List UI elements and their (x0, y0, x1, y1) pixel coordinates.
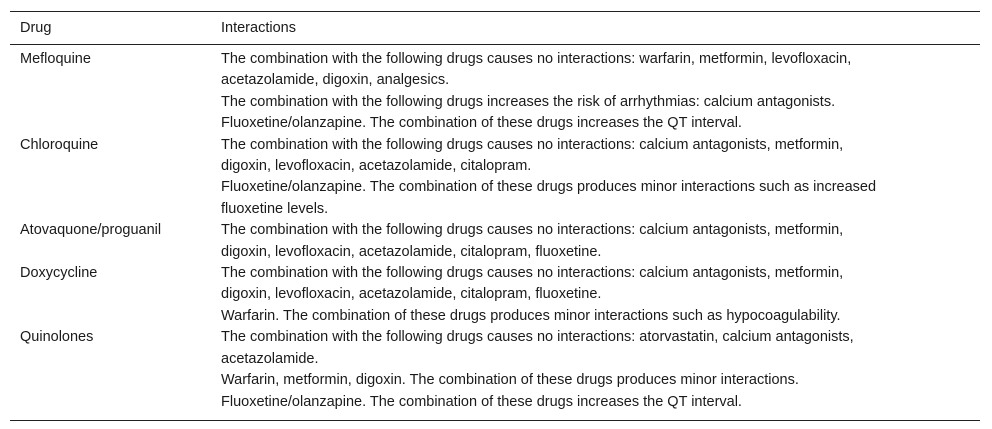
interactions-cell (211, 220, 980, 263)
interactions-cell (211, 327, 980, 420)
interaction-line: Fluoxetine/olanzapine. The combination of these drugs increases the QT interval. (221, 393, 742, 410)
interaction-line: The combination with the following drugs causes no interactions: warfarin, metformin, levofloxacin, (221, 51, 852, 67)
drug-interactions-table (10, 11, 980, 421)
interaction-line: digoxin, levofloxacin, acetazolamide, citalopram, fluoxetine. (221, 286, 602, 303)
table-row (10, 45, 980, 135)
column-header-interactions: Interactions (221, 20, 296, 36)
drug-cell: Quinolones (20, 329, 94, 346)
table-row (10, 327, 980, 420)
interaction-line: acetazolamide. (221, 350, 319, 367)
table-row (10, 263, 980, 327)
drug-cell: Atovaquone/proguanil (20, 222, 162, 239)
column-header-drug: Drug (20, 20, 52, 36)
table-body (10, 45, 980, 421)
interaction-line: acetazolamide, digoxin, analgesics. (221, 72, 450, 89)
interactions-cell (211, 135, 980, 221)
drug-interactions-table-container (10, 11, 980, 421)
interaction-line: Fluoxetine/olanzapine. The combination of these drugs produces minor interactions such as increased (221, 179, 877, 196)
table-row (10, 135, 980, 221)
interaction-line: Fluoxetine/olanzapine. The combination of these drugs increases the QT interval. (221, 115, 742, 132)
interaction-line: The combination with the following drugs causes no interactions: calcium antagonists, metformin, (221, 222, 844, 239)
interaction-line: The combination with the following drugs causes no interactions: calcium antagonists, metformin, (221, 136, 844, 153)
interaction-line: The combination with the following drugs causes no interactions: atorvastatin, calcium antagonists, (221, 329, 854, 346)
interaction-line: The combination with the following drugs increases the risk of arrhythmias: calcium antagonists. (221, 93, 836, 110)
interactions-cell (211, 263, 980, 327)
interaction-line: digoxin, levofloxacin, acetazolamide, citalopram, fluoxetine. (221, 243, 602, 260)
interaction-line: digoxin, levofloxacin, acetazolamide, citalopram. (221, 158, 532, 175)
interaction-line: The combination with the following drugs causes no interactions: calcium antagonists, metformin, (221, 265, 844, 282)
table-header (10, 12, 980, 45)
interaction-line: Warfarin, metformin, digoxin. The combination of these drugs produces minor interactions. (221, 372, 799, 389)
interaction-line: Warfarin. The combination of these drugs produces minor interactions such as hypocoagulability. (221, 307, 841, 324)
interactions-cell (211, 45, 980, 135)
interaction-line: fluoxetine levels. (221, 200, 329, 217)
drug-cell: Doxycycline (20, 265, 98, 282)
drug-cell: Mefloquine (20, 51, 91, 67)
drug-cell: Chloroquine (20, 136, 99, 153)
header-row (10, 12, 980, 45)
table-row (10, 220, 980, 263)
